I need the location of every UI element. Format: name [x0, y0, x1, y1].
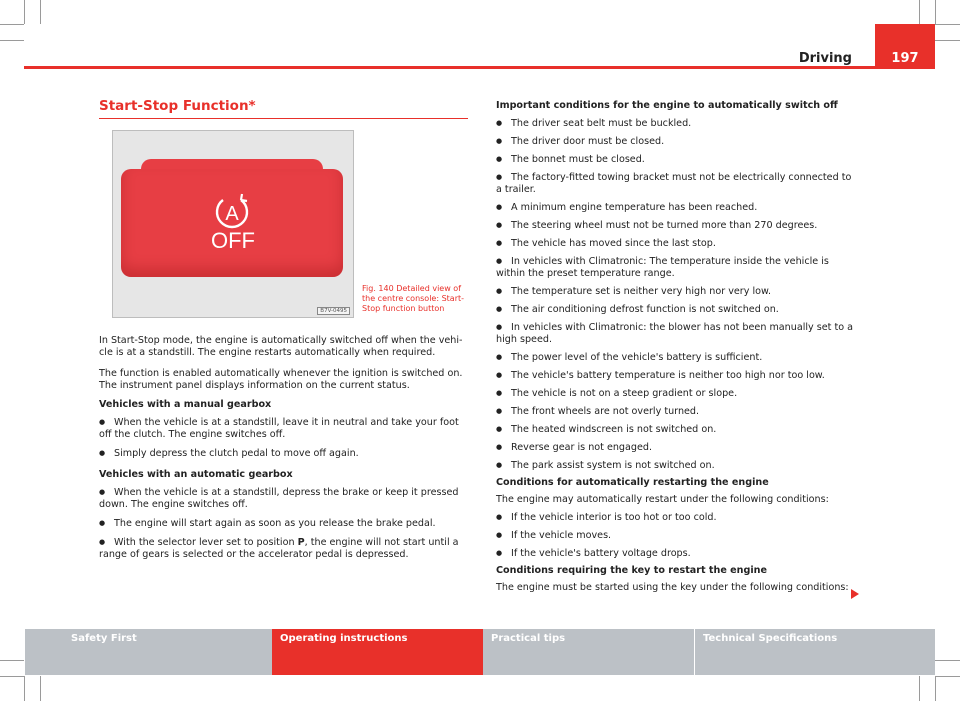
bullet-item — [496, 219, 856, 232]
bullet-icon: ● — [496, 371, 503, 379]
crop-mark — [0, 660, 24, 661]
header-rule — [24, 66, 934, 69]
bullet-icon: ● — [496, 287, 503, 295]
bullet-item — [99, 517, 469, 530]
bullet-item — [496, 255, 856, 280]
bullet-text: The driver seat belt must be buckled. — [511, 118, 692, 129]
bullet-item — [99, 416, 469, 441]
bullet-icon: ● — [496, 137, 503, 145]
bullet-item — [496, 285, 856, 298]
bullet-icon: ● — [496, 425, 503, 433]
bullet-text: The park assist system is not switched on. — [511, 460, 715, 471]
bullet-item — [496, 369, 856, 382]
bullet-text: The engine will start again as soon as you release the brake pedal. — [114, 518, 436, 529]
bullet-icon: ● — [496, 353, 503, 361]
left-column — [99, 335, 469, 566]
bullet-text: The front wheels are not overly turned. — [511, 406, 700, 417]
auto-symbol-letter: A — [225, 203, 239, 225]
bullet-item — [496, 117, 856, 130]
bullet-text: Simply depress the clutch pedal to move off again. — [114, 448, 359, 459]
bullet-icon: ● — [496, 119, 503, 127]
bullet-item — [496, 529, 856, 542]
crop-mark — [935, 660, 960, 661]
bullet-item: ● With the selector lever set to position P, the engine will not start until a range of gears is selected or the accelerator pedal is depressed. — [99, 537, 459, 560]
footer-tab-practical-tips[interactable]: Practical tips — [483, 629, 694, 675]
bullet-icon: ● — [496, 407, 503, 415]
bullet-item — [496, 153, 856, 166]
crop-mark — [0, 676, 24, 677]
bullet-text: The driver door must be closed. — [511, 136, 665, 147]
bullet-text: When the vehicle is at a standstill, depress the brake or keep it pressed down. The engine switches off. — [99, 487, 459, 510]
bullet-text: The power level of the vehicle's battery is sufficient. — [511, 352, 763, 363]
bullet-item — [99, 486, 469, 511]
figure-code: B7V-0495 — [317, 307, 350, 315]
bullet-icon: ● — [496, 155, 503, 163]
crop-mark — [40, 676, 41, 701]
bullet-text: The heated windscreen is not switched on. — [511, 424, 717, 435]
right-column — [496, 100, 856, 599]
crop-mark — [935, 24, 960, 25]
paragraph: The engine must be started using the key under the following conditions: — [496, 582, 849, 593]
bullet-text: The vehicle's battery temperature is neither too high nor too low. — [511, 370, 825, 381]
bullet-text: The factory-fitted towing bracket must not be electrically connected to a trailer. — [496, 172, 852, 195]
bullet-icon: ● — [496, 203, 503, 211]
paragraph: The engine may automatically restart under the following conditions: — [496, 494, 829, 505]
bullet-icon: ● — [496, 323, 503, 331]
subheading: Vehicles with a manual gearbox — [99, 399, 272, 410]
bullet-icon: ● — [99, 418, 106, 426]
bullet-item — [496, 351, 856, 364]
start-stop-symbol — [113, 131, 354, 318]
bullet-item — [496, 237, 856, 250]
crop-mark — [935, 676, 960, 677]
bullet-item — [496, 441, 856, 454]
crop-mark — [919, 676, 920, 701]
bullet-text: In vehicles with Climatronic: The temperature inside the vehicle is within the preset temperature range. — [496, 256, 829, 279]
bullet-icon: ● — [496, 173, 503, 181]
bullet-icon: ● — [496, 389, 503, 397]
crop-mark — [24, 0, 25, 24]
bullet-text: The air conditioning defrost function is not switched on. — [511, 304, 779, 315]
bullet-text: The vehicle is not on a steep gradient or slope. — [511, 388, 738, 399]
crop-mark — [24, 676, 25, 701]
bullet-text: The temperature set is neither very high nor very low. — [511, 286, 772, 297]
bullet-icon: ● — [496, 443, 503, 451]
figure-start-stop-button — [112, 130, 354, 318]
bullet-text: The bonnet must be closed. — [511, 154, 645, 165]
off-label: OFF — [211, 228, 255, 253]
bullet-icon: ● — [496, 549, 503, 557]
footer-tab-operating-instructions[interactable]: Operating instructions — [272, 629, 483, 675]
bullet-item — [496, 303, 856, 316]
bullet-item — [496, 201, 856, 214]
crop-mark — [0, 24, 24, 25]
subheading: Important conditions for the engine to automatically switch off — [496, 100, 838, 111]
subheading: Vehicles with an automatic gearbox — [99, 469, 293, 480]
subheading: Conditions for automatically restarting the engine — [496, 477, 769, 488]
crop-mark — [935, 676, 936, 701]
bold-term: P — [297, 537, 305, 548]
bullet-text: In vehicles with Climatronic: the blower has not been manually set to a high speed. — [496, 322, 854, 345]
bullet-icon: ● — [496, 221, 503, 229]
bullet-icon: ● — [496, 513, 503, 521]
bullet-icon: ● — [496, 461, 503, 469]
crop-mark — [0, 40, 24, 41]
bullet-item — [496, 423, 856, 436]
bullet-item — [496, 135, 856, 148]
bullet-text: The vehicle has moved since the last stop. — [511, 238, 716, 249]
bullet-text: If the vehicle moves. — [511, 530, 612, 541]
page-number-text: 197 — [891, 51, 919, 66]
bullet-icon: ● — [99, 488, 106, 496]
continue-arrow-icon — [851, 589, 859, 599]
crop-mark — [919, 0, 920, 24]
figure-caption: Fig. 140 Detailed view of the centre console: Start-Stop function button — [362, 284, 465, 313]
bullet-text: A minimum engine temperature has been reached. — [511, 202, 758, 213]
bullet-item — [99, 447, 469, 460]
bullet-icon: ● — [496, 531, 503, 539]
bullet-icon: ● — [99, 519, 106, 527]
crop-mark — [40, 0, 41, 24]
bullet-icon: ● — [99, 449, 106, 457]
running-header: Driving — [798, 51, 852, 66]
bullet-text: If the vehicle's battery voltage drops. — [511, 548, 691, 559]
paragraph: In Start-Stop mode, the engine is automatically switched off when the vehi-cle is at a standstill. The engine restarts automatically when required. — [99, 335, 463, 358]
bullet-item — [496, 405, 856, 418]
footer-tab-safety-first[interactable]: Safety First — [25, 629, 272, 675]
bullet-icon: ● — [99, 538, 106, 546]
bullet-item — [496, 511, 856, 524]
bullet-item — [496, 459, 856, 472]
bullet-icon: ● — [496, 305, 503, 313]
bullet-item — [496, 171, 856, 196]
page-number — [875, 24, 935, 69]
crop-mark — [935, 40, 960, 41]
paragraph: The function is enabled automatically whenever the ignition is switched on. The instrument panel displays information on the current status. — [99, 368, 463, 391]
section-rule — [99, 118, 468, 119]
crop-mark — [935, 0, 936, 24]
bullet-icon: ● — [496, 239, 503, 247]
section-title: Start-Stop Function* — [99, 98, 256, 114]
bullet-item — [496, 547, 856, 560]
subheading: Conditions requiring the key to restart the engine — [496, 565, 768, 576]
bullet-icon: ● — [496, 257, 503, 265]
bullet-text: The steering wheel must not be turned more than 270 degrees. — [511, 220, 818, 231]
bullet-text: If the vehicle interior is too hot or too cold. — [511, 512, 717, 523]
bullet-item — [496, 321, 856, 346]
bullet-item — [496, 387, 856, 400]
bullet-text: When the vehicle is at a standstill, leave it in neutral and take your foot off the clutch. The engine switches off. — [99, 417, 459, 440]
footer-tab-technical-specifications[interactable]: Technical Specifications — [695, 629, 935, 675]
bullet-text: Reverse gear is not engaged. — [511, 442, 653, 453]
